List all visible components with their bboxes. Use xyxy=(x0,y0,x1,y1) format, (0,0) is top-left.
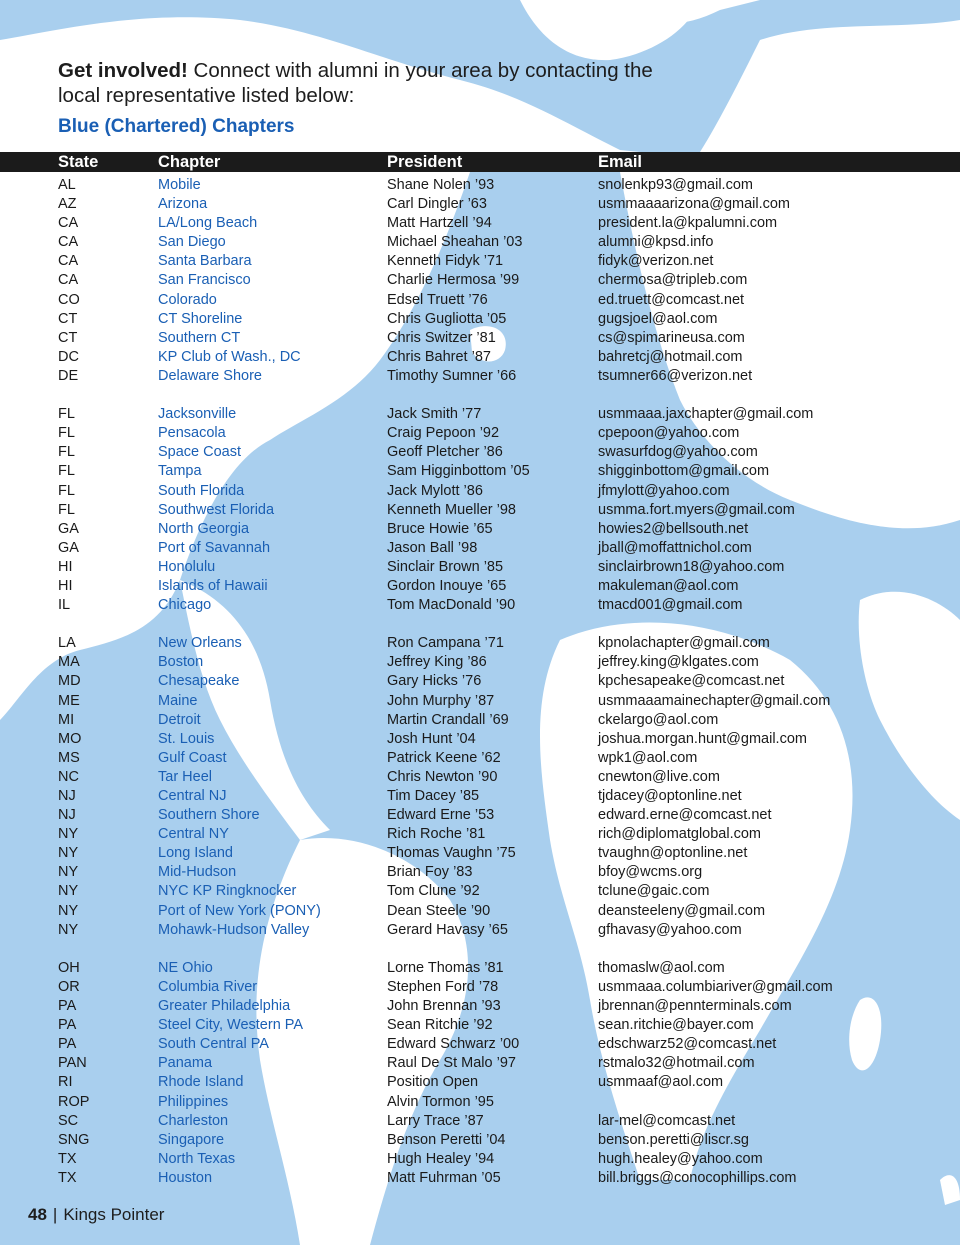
state-cell: CA xyxy=(58,234,79,251)
state-cell: CA xyxy=(58,215,79,232)
chapter-link[interactable]: Boston xyxy=(158,654,204,671)
table-row xyxy=(0,1131,960,1150)
president-cell: John Murphy ’87 xyxy=(387,692,495,709)
state-cell: SNG xyxy=(58,1131,90,1148)
email-link[interactable]: gfhavasy@yahoo.com xyxy=(598,921,742,938)
email-link[interactable]: hugh.healey@yahoo.com xyxy=(598,1150,763,1167)
chapter-link[interactable]: Chicago xyxy=(158,597,212,614)
president-cell: Dean Steele ’90 xyxy=(387,902,491,919)
president-cell: Craig Pepoon ’92 xyxy=(387,425,500,442)
chapter-link[interactable]: Singapore xyxy=(158,1131,225,1148)
email-link[interactable]: ed.truett@comcast.net xyxy=(598,291,745,308)
chapter-link[interactable]: Islands of Hawaii xyxy=(158,577,268,594)
table-row xyxy=(0,882,960,901)
chapter-link[interactable]: Port of New York (PONY) xyxy=(158,902,321,919)
chapter-link[interactable]: Tar Heel xyxy=(158,768,212,785)
email-link[interactable]: tclune@gaic.com xyxy=(598,883,710,900)
email-link[interactable]: usmmaaa.jaxchapter@gmail.com xyxy=(598,406,814,423)
state-cell: FL xyxy=(58,406,75,423)
table-row xyxy=(0,482,960,501)
state-cell: PA xyxy=(58,1036,77,1053)
email-link[interactable]: jball@moffattnichol.com xyxy=(598,539,752,556)
state-cell: GA xyxy=(58,539,79,556)
chapter-link[interactable]: Colorado xyxy=(158,291,217,308)
president-cell: Sam Higginbottom ’05 xyxy=(387,463,530,480)
state-cell: HI xyxy=(58,558,73,575)
column-header-state: State xyxy=(58,153,99,171)
state-cell: ROP xyxy=(58,1093,90,1110)
table-row xyxy=(0,1073,960,1092)
chapter-link[interactable]: Port of Savannah xyxy=(158,539,271,556)
state-cell: DC xyxy=(58,348,79,365)
president-cell: Edward Erne ’53 xyxy=(387,807,495,824)
president-cell: Raul De St Malo ’97 xyxy=(387,1055,516,1072)
chapter-link[interactable]: Tampa xyxy=(158,463,202,480)
president-cell: Jack Mylott ’86 xyxy=(387,482,483,499)
president-cell: Hugh Healey ’94 xyxy=(387,1150,495,1167)
email-link[interactable]: bill.briggs@conocophillips.com xyxy=(598,1169,797,1186)
table-row xyxy=(0,1035,960,1054)
state-cell: PA xyxy=(58,998,77,1015)
state-cell: LA xyxy=(58,635,76,652)
president-cell: Chris Switzer ’81 xyxy=(387,329,496,346)
footer-separator: | xyxy=(52,1205,58,1224)
chapter-link[interactable]: KP Club of Wash., DC xyxy=(158,348,301,365)
table-row xyxy=(0,1016,960,1035)
table-row xyxy=(0,596,960,615)
chapter-link[interactable]: Long Island xyxy=(158,845,233,862)
state-cell: MA xyxy=(58,654,80,671)
state-cell: TX xyxy=(58,1150,77,1167)
email-link[interactable]: makuleman@aol.com xyxy=(598,577,739,594)
chapter-link[interactable]: CT Shoreline xyxy=(158,310,243,327)
table-row xyxy=(0,692,960,711)
group-spacer xyxy=(0,386,960,405)
president-cell: Josh Hunt ’04 xyxy=(387,730,476,747)
chapter-link[interactable]: Rhode Island xyxy=(158,1074,244,1091)
chapter-link[interactable]: Mobile xyxy=(158,177,201,193)
table-row xyxy=(0,252,960,271)
chapter-link[interactable]: Steel City, Western PA xyxy=(158,1017,304,1034)
email-link[interactable]: swasurfdog@yahoo.com xyxy=(598,444,758,461)
table-row xyxy=(0,978,960,997)
president-cell: Stephen Ford ’78 xyxy=(387,978,499,995)
state-cell: SC xyxy=(58,1112,79,1129)
chapter-link[interactable]: South Florida xyxy=(158,482,245,499)
table-row xyxy=(0,921,960,940)
president-cell: Position Open xyxy=(387,1074,479,1091)
table-row xyxy=(0,711,960,730)
state-cell: NY xyxy=(58,845,79,862)
state-cell: PA xyxy=(58,1017,77,1034)
president-cell: Kenneth Fidyk ’71 xyxy=(387,253,504,270)
president-cell: Matt Fuhrman ’05 xyxy=(387,1169,501,1186)
table-row xyxy=(0,310,960,329)
chapter-link[interactable]: San Diego xyxy=(158,234,226,251)
chapter-link[interactable]: Philippines xyxy=(158,1093,229,1110)
group-spacer xyxy=(0,615,960,634)
table-row xyxy=(0,1150,960,1169)
president-cell: Martin Crandall ’69 xyxy=(387,711,509,728)
president-cell: Thomas Vaughn ’75 xyxy=(387,845,516,862)
state-cell: ME xyxy=(58,692,80,709)
email-link[interactable]: tjdacey@optonline.net xyxy=(598,788,742,804)
intro-text: Connect with alumni in your area by contacting the local representative listed below: xyxy=(58,59,653,107)
president-cell: Chris Bahret ’87 xyxy=(387,348,491,365)
president-cell: Timothy Sumner ’66 xyxy=(387,367,517,384)
email-link[interactable]: kpchesapeake@comcast.net xyxy=(598,673,785,690)
table-row xyxy=(0,730,960,749)
state-cell: OH xyxy=(58,959,80,976)
table-row xyxy=(0,1093,960,1112)
email-link[interactable]: cpepoon@yahoo.com xyxy=(598,425,740,442)
state-cell: FL xyxy=(58,444,75,461)
state-cell: NC xyxy=(58,768,79,785)
state-cell: NY xyxy=(58,864,79,881)
table-row xyxy=(0,902,960,921)
state-cell: NJ xyxy=(58,807,76,824)
chapter-link[interactable]: Detroit xyxy=(158,711,201,728)
page-footer xyxy=(28,1205,164,1225)
chapter-link[interactable]: Space Coast xyxy=(158,444,242,461)
chapter-link[interactable]: Arizona xyxy=(158,196,208,213)
state-cell: AL xyxy=(58,177,76,193)
table-row xyxy=(0,1054,960,1073)
table-row xyxy=(0,443,960,462)
president-cell: Geoff Pletcher ’86 xyxy=(387,444,503,461)
chapter-link[interactable]: Gulf Coast xyxy=(158,749,227,766)
president-cell: Kenneth Mueller ’98 xyxy=(387,501,516,518)
president-cell: Rich Roche ’81 xyxy=(387,826,486,843)
state-cell: NY xyxy=(58,921,79,938)
table-row xyxy=(0,271,960,290)
email-link[interactable]: usmmaaa.columbiariver@gmail.com xyxy=(598,978,833,995)
email-link[interactable]: tmacd001@gmail.com xyxy=(598,597,743,614)
president-cell: Shane Nolen ’93 xyxy=(387,177,495,193)
table-row xyxy=(0,291,960,310)
state-cell: AZ xyxy=(58,196,77,213)
president-cell: Sean Ritchie ’92 xyxy=(387,1017,493,1034)
president-cell: Jason Ball ’98 xyxy=(387,539,478,556)
chapter-link[interactable]: San Francisco xyxy=(158,272,251,289)
email-link[interactable]: gugsjoel@aol.com xyxy=(598,310,718,327)
email-link[interactable]: fidyk@verizon.net xyxy=(598,253,714,270)
email-link[interactable]: thomaslw@aol.com xyxy=(598,959,725,976)
state-cell: CA xyxy=(58,272,79,289)
chapter-link[interactable]: NYC KP Ringknocker xyxy=(158,883,297,900)
table-row xyxy=(0,1112,960,1131)
state-cell: NJ xyxy=(58,788,76,804)
chapter-link[interactable]: Southwest Florida xyxy=(158,501,275,518)
president-cell: Edward Schwarz ’00 xyxy=(387,1036,520,1053)
email-link[interactable]: usmmaaf@aol.com xyxy=(598,1074,724,1091)
email-link[interactable]: edschwarz52@comcast.net xyxy=(598,1036,777,1053)
president-cell: Sinclair Brown ’85 xyxy=(387,558,504,575)
email-link[interactable]: edward.erne@comcast.net xyxy=(598,807,772,824)
table-row xyxy=(0,959,960,978)
chapter-link[interactable]: Jacksonville xyxy=(158,406,237,423)
table-row xyxy=(0,405,960,424)
president-cell: Patrick Keene ’62 xyxy=(387,749,501,766)
section-title: Blue (Chartered) Chapters xyxy=(58,116,295,137)
table-row xyxy=(0,176,960,195)
table-row xyxy=(0,214,960,233)
president-cell: Lorne Thomas ’81 xyxy=(387,959,504,976)
table-row xyxy=(0,558,960,577)
state-cell: NY xyxy=(58,902,79,919)
table-row xyxy=(0,367,960,386)
table-row xyxy=(0,577,960,596)
publication-name: Kings Pointer xyxy=(63,1205,165,1224)
president-cell: John Brennan ’93 xyxy=(387,998,501,1015)
state-cell: NY xyxy=(58,883,79,900)
chapter-link[interactable]: Central NY xyxy=(158,826,229,843)
president-cell: Ron Campana ’71 xyxy=(387,635,504,652)
column-header-email: Email xyxy=(598,153,643,171)
state-cell: FL xyxy=(58,425,75,442)
chapter-link[interactable]: Delaware Shore xyxy=(158,367,262,384)
state-cell: NY xyxy=(58,826,79,843)
table-row xyxy=(0,424,960,443)
state-cell: GA xyxy=(58,520,79,537)
email-link[interactable]: chermosa@tripleb.com xyxy=(598,272,748,289)
state-cell: CA xyxy=(58,253,79,270)
state-cell: FL xyxy=(58,501,75,518)
table-row xyxy=(0,863,960,882)
president-cell: Bruce Howie ’65 xyxy=(387,520,493,537)
table-row xyxy=(0,501,960,520)
email-link[interactable]: alumni@kpsd.info xyxy=(598,234,714,251)
president-cell: Michael Sheahan ’03 xyxy=(387,234,523,251)
table-row xyxy=(0,749,960,768)
table-row xyxy=(0,195,960,214)
chapter-link[interactable]: New Orleans xyxy=(158,635,242,652)
table-row xyxy=(0,539,960,558)
president-cell: Gary Hicks ’76 xyxy=(387,673,482,690)
table-row xyxy=(0,787,960,806)
page-number: 48 xyxy=(28,1205,47,1224)
email-link[interactable]: howies2@bellsouth.net xyxy=(598,520,749,537)
table-row xyxy=(0,653,960,672)
table-header xyxy=(0,152,960,172)
email-link[interactable]: usmmaaaarizona@gmail.com xyxy=(598,196,791,213)
table-row xyxy=(0,634,960,653)
chapter-link[interactable]: North Georgia xyxy=(158,520,250,537)
email-link[interactable]: wpk1@aol.com xyxy=(598,749,698,766)
chapter-link[interactable]: Honolulu xyxy=(158,558,216,575)
table-row xyxy=(0,1169,960,1188)
chapter-link[interactable]: Southern CT xyxy=(158,329,241,346)
state-cell: MO xyxy=(58,730,82,747)
president-cell: Jeffrey King ’86 xyxy=(387,654,487,671)
president-cell: Alvin Tormon ’95 xyxy=(387,1093,494,1110)
table-row xyxy=(0,672,960,691)
email-link[interactable]: tsumner66@verizon.net xyxy=(598,367,753,384)
email-link[interactable]: president.la@kpalumni.com xyxy=(598,215,778,232)
president-cell: Carl Dingler ’63 xyxy=(387,196,487,213)
email-link[interactable]: sinclairbrown18@yahoo.com xyxy=(598,558,785,575)
intro-lead: Get involved! xyxy=(58,59,188,82)
email-link[interactable]: benson.peretti@liscr.sg xyxy=(598,1131,749,1148)
email-link[interactable]: rich@diplomatglobal.com xyxy=(598,826,762,843)
chapter-link[interactable]: Santa Barbara xyxy=(158,253,252,270)
state-cell: MD xyxy=(58,673,81,690)
table-row xyxy=(0,348,960,367)
chapter-link[interactable]: Chesapeake xyxy=(158,673,240,690)
column-header-chapter: Chapter xyxy=(158,153,221,171)
state-cell: HI xyxy=(58,577,73,594)
chapter-link[interactable]: NE Ohio xyxy=(158,959,213,976)
email-link[interactable]: joshua.morgan.hunt@gmail.com xyxy=(598,730,807,747)
email-link[interactable]: jbrennan@pennterminals.com xyxy=(598,998,792,1015)
chapter-link[interactable]: Maine xyxy=(158,692,198,709)
president-cell: Gordon Inouye ’65 xyxy=(387,577,507,594)
email-link[interactable]: kpnolachapter@gmail.com xyxy=(598,635,770,652)
table-row xyxy=(0,520,960,539)
president-cell: Tom Clune ’92 xyxy=(387,883,480,900)
email-link[interactable]: bfoy@wcms.org xyxy=(598,864,703,881)
table-row xyxy=(0,233,960,252)
state-cell: FL xyxy=(58,482,75,499)
table-row xyxy=(0,997,960,1016)
email-link[interactable]: cs@spimarineusa.com xyxy=(598,329,745,346)
chapter-link[interactable]: Pensacola xyxy=(158,425,226,442)
president-cell: Matt Hartzell ’94 xyxy=(387,215,492,232)
president-cell: Tim Dacey ’85 xyxy=(387,788,480,804)
chapter-link[interactable]: Charleston xyxy=(158,1112,229,1129)
state-cell: FL xyxy=(58,463,75,480)
email-link[interactable]: bahretcj@hotmail.com xyxy=(598,348,743,365)
email-link[interactable]: cnewton@live.com xyxy=(598,768,720,785)
state-cell: IL xyxy=(58,597,71,614)
table-row xyxy=(0,462,960,481)
chapter-link[interactable]: South Central PA xyxy=(158,1036,269,1053)
president-cell: Chris Newton ’90 xyxy=(387,768,498,785)
email-link[interactable]: jfmylott@yahoo.com xyxy=(598,482,730,499)
chapter-table xyxy=(0,176,960,1188)
table-row xyxy=(0,806,960,825)
president-cell: Gerard Havasy ’65 xyxy=(387,921,508,938)
group-spacer xyxy=(0,940,960,959)
state-cell: CT xyxy=(58,310,78,327)
chapter-link[interactable]: Panama xyxy=(158,1055,213,1072)
president-cell: Jack Smith ’77 xyxy=(387,406,482,423)
chapter-link[interactable]: Southern Shore xyxy=(158,807,260,824)
email-link[interactable]: rstmalo32@hotmail.com xyxy=(598,1055,755,1072)
chapter-link[interactable]: Houston xyxy=(158,1169,213,1186)
state-cell: CO xyxy=(58,291,80,308)
email-link[interactable]: ckelargo@aol.com xyxy=(598,711,719,728)
state-cell: OR xyxy=(58,978,80,995)
table-row xyxy=(0,768,960,787)
email-link[interactable]: deansteeleny@gmail.com xyxy=(598,902,766,919)
state-cell: PAN xyxy=(58,1055,87,1072)
email-link[interactable]: snolenkp93@gmail.com xyxy=(598,177,753,193)
email-link[interactable]: tvaughn@optonline.net xyxy=(598,845,748,862)
email-link[interactable]: usmma.fort.myers@gmail.com xyxy=(598,501,795,518)
president-cell: Chris Gugliotta ’05 xyxy=(387,310,507,327)
table-row xyxy=(0,825,960,844)
table-row xyxy=(0,329,960,348)
president-cell: Brian Foy ’83 xyxy=(387,864,473,881)
chapter-link[interactable]: Columbia River xyxy=(158,978,258,995)
chapter-link[interactable]: LA/Long Beach xyxy=(158,215,258,232)
email-link[interactable]: shigginbottom@gmail.com xyxy=(598,463,770,480)
president-cell: Benson Peretti ’04 xyxy=(387,1131,506,1148)
chapter-link[interactable]: St. Louis xyxy=(158,730,215,747)
chapter-link[interactable]: Central NJ xyxy=(158,788,227,804)
state-cell: CT xyxy=(58,329,78,346)
president-cell: Tom MacDonald ’90 xyxy=(387,597,516,614)
column-header-president: President xyxy=(387,153,463,171)
state-cell: MI xyxy=(58,711,75,728)
email-link[interactable]: usmmaaamainechapter@gmail.com xyxy=(598,692,831,709)
email-link[interactable]: lar-mel@comcast.net xyxy=(598,1112,736,1129)
chapter-link[interactable]: Mohawk-Hudson Valley xyxy=(158,921,310,938)
chapter-link[interactable]: North Texas xyxy=(158,1150,236,1167)
president-cell: Edsel Truett ’76 xyxy=(387,291,488,308)
president-cell: Larry Trace ’87 xyxy=(387,1112,484,1129)
chapter-link[interactable]: Mid-Hudson xyxy=(158,864,237,881)
president-cell: Charlie Hermosa ’99 xyxy=(387,272,520,289)
state-cell: RI xyxy=(58,1074,73,1091)
state-cell: DE xyxy=(58,367,79,384)
state-cell: TX xyxy=(58,1169,77,1186)
state-cell: MS xyxy=(58,749,80,766)
table-row xyxy=(0,844,960,863)
email-link[interactable]: sean.ritchie@bayer.com xyxy=(598,1017,754,1034)
email-link[interactable]: jeffrey.king@klgates.com xyxy=(598,654,759,671)
intro-paragraph xyxy=(58,58,698,108)
chapter-link[interactable]: Greater Philadelphia xyxy=(158,998,291,1015)
